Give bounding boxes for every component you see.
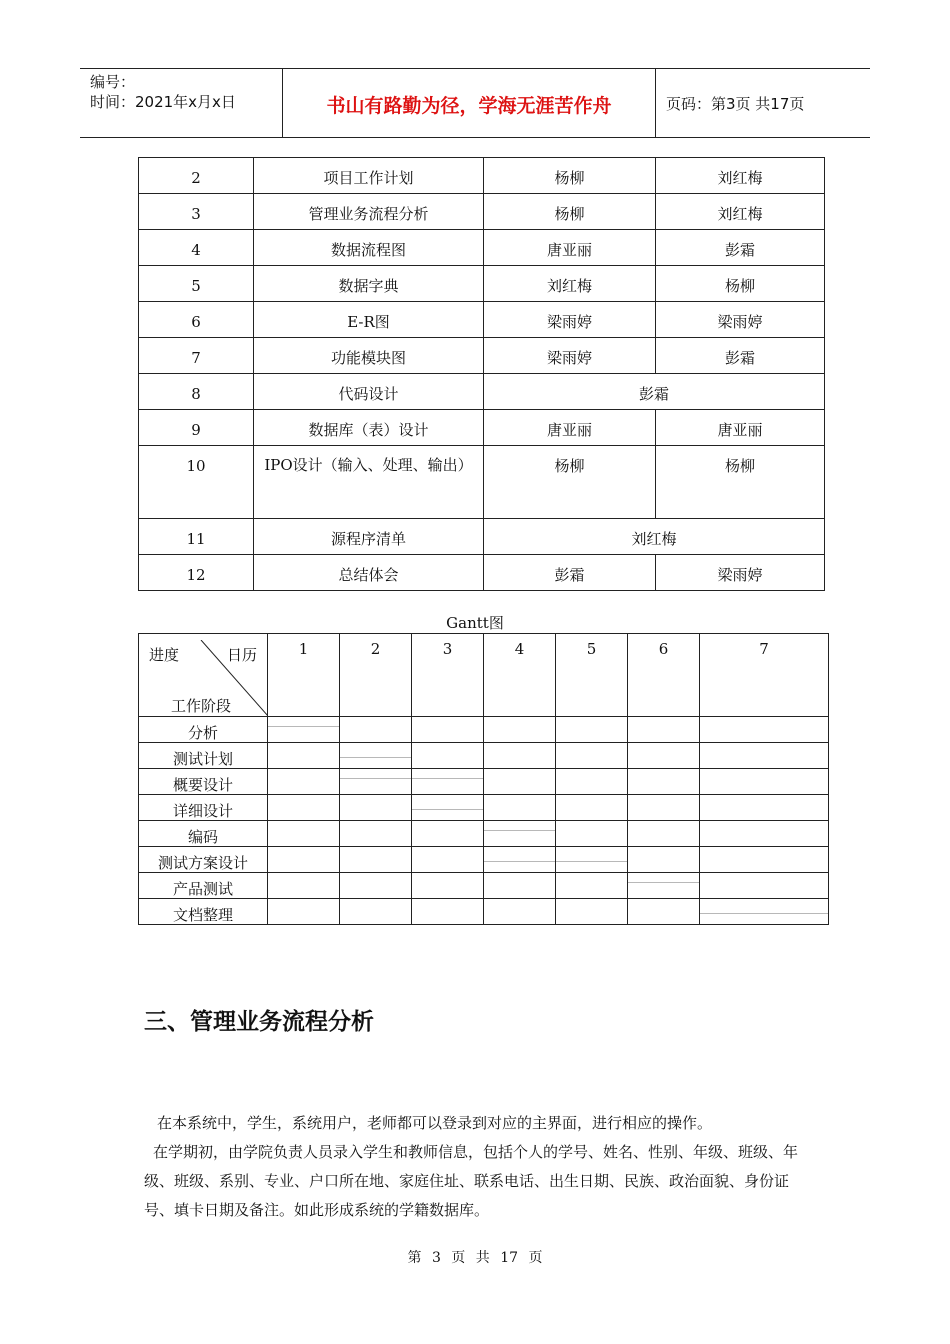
gantt-cell [628,769,700,795]
task-assignment-table [138,157,825,591]
gantt-cell [484,795,556,821]
task-reviewer-cell: 梁雨婷 [656,555,825,591]
task-owner-cell: 梁雨婷 [484,302,656,338]
gantt-cell [340,899,412,925]
gantt-corner-cell [139,634,268,717]
header-page-cell [656,69,870,137]
gantt-cell [340,873,412,899]
task-row [139,194,825,230]
task-name-cell: E-R图 [254,302,484,338]
task-reviewer-cell: 彭霜 [656,338,825,374]
gantt-cell [628,847,700,873]
gantt-bar [556,861,627,862]
gantt-cell [700,769,829,795]
gantt-bar [268,726,339,727]
gantt-cell [412,899,484,925]
corner-progress-label: 进度 [149,646,180,664]
gantt-cell [556,795,628,821]
gantt-cell [412,847,484,873]
document-time-label: 时间：2021年x月x日 [90,93,236,111]
gantt-stage-row [139,769,829,795]
gantt-stage-label: 产品测试 [139,873,268,899]
task-owner-cell: 唐亚丽 [484,230,656,266]
gantt-cell [268,847,340,873]
task-owner-cell: 杨柳 [484,194,656,230]
task-owner-cell: 彭霜 [484,374,825,410]
gantt-cell [412,717,484,743]
task-row [139,519,825,555]
gantt-bar [628,882,699,883]
gantt-day-header: 2 [340,634,412,717]
task-row [139,266,825,302]
task-name-cell: 管理业务流程分析 [254,194,484,230]
task-reviewer-cell: 彭霜 [656,230,825,266]
gantt-cell [268,821,340,847]
gantt-cell [268,769,340,795]
gantt-cell [700,873,829,899]
gantt-cell [556,899,628,925]
gantt-stage-row [139,743,829,769]
task-number-cell: 4 [139,230,254,266]
task-row [139,374,825,410]
task-name-cell: 项目工作计划 [254,158,484,194]
gantt-cell [340,847,412,873]
task-name-cell: IPO设计（输入、处理、输出） [254,446,484,519]
gantt-bar [412,778,483,779]
task-reviewer-cell: 梁雨婷 [656,302,825,338]
gantt-bar [340,757,411,758]
gantt-bar [484,830,555,831]
corner-stage-label: 工作阶段 [171,697,232,715]
gantt-cell [268,717,340,743]
gantt-cell [340,821,412,847]
gantt-cell [628,873,700,899]
paragraph: 在学期初，由学院负责人员录入学生和教师信息，包括个人的学号、姓名、性别、年级、班级、年级、班级、系别、专业、户口所在地、家庭住址、联系电话、出生日期、民族、政治面貌、身份证号、填卡日期及备注。如此形成系统的学籍数据库。 [144,1143,799,1219]
task-row [139,446,825,519]
gantt-cell [412,795,484,821]
gantt-cell [556,717,628,743]
gantt-stage-label: 文档整理 [139,899,268,925]
header-page-number: 页码：第3页 共17页 [666,95,805,113]
task-row [139,302,825,338]
task-owner-cell: 杨柳 [484,446,656,519]
gantt-stage-label: 测试计划 [139,743,268,769]
task-number-cell: 11 [139,519,254,555]
gantt-bar [412,809,483,810]
gantt-chart-table [138,633,829,925]
task-number-cell: 3 [139,194,254,230]
task-owner-cell: 杨柳 [484,158,656,194]
gantt-cell [412,769,484,795]
gantt-cell [700,821,829,847]
task-name-cell: 功能模块图 [254,338,484,374]
gantt-cell [700,743,829,769]
gantt-cell [412,743,484,769]
task-row [139,555,825,591]
gantt-cell [700,899,829,925]
gantt-bar [484,861,555,862]
gantt-cell [340,717,412,743]
page-header [80,68,870,138]
gantt-cell [268,795,340,821]
gantt-cell [628,795,700,821]
task-row [139,338,825,374]
gantt-header-row [139,634,829,717]
gantt-cell [556,743,628,769]
gantt-bar [340,778,411,779]
task-name-cell: 总结体会 [254,555,484,591]
gantt-cell [628,821,700,847]
document-number-label: 编号： [90,73,136,91]
gantt-cell [484,821,556,847]
gantt-stage-row [139,717,829,743]
task-number-cell: 8 [139,374,254,410]
gantt-stage-label: 概要设计 [139,769,268,795]
gantt-stage-label: 详细设计 [139,795,268,821]
task-name-cell: 数据字典 [254,266,484,302]
task-owner-cell: 刘红梅 [484,266,656,302]
gantt-cell [556,847,628,873]
gantt-cell [340,769,412,795]
gantt-stage-row [139,847,829,873]
gantt-title: Gantt图 [446,614,504,632]
gantt-cell [700,795,829,821]
gantt-cell [556,873,628,899]
gantt-stage-label: 测试方案设计 [139,847,268,873]
gantt-cell [412,821,484,847]
task-number-cell: 5 [139,266,254,302]
task-owner-cell: 刘红梅 [484,519,825,555]
gantt-cell [484,899,556,925]
gantt-cell [628,743,700,769]
gantt-cell [484,743,556,769]
gantt-stage-label: 编码 [139,821,268,847]
task-reviewer-cell: 杨柳 [656,266,825,302]
paragraph: 在本系统中，学生，系统用户，老师都可以登录到对应的主界面，进行相应的操作。 [157,1114,713,1132]
task-number-cell: 6 [139,302,254,338]
task-reviewer-cell: 刘红梅 [656,158,825,194]
task-owner-cell: 梁雨婷 [484,338,656,374]
gantt-cell [484,769,556,795]
task-owner-cell: 彭霜 [484,555,656,591]
task-number-cell: 9 [139,410,254,446]
task-row [139,230,825,266]
task-reviewer-cell: 杨柳 [656,446,825,519]
gantt-cell [268,743,340,769]
gantt-cell [484,717,556,743]
task-number-cell: 2 [139,158,254,194]
gantt-day-header: 7 [700,634,829,717]
task-name-cell: 源程序清单 [254,519,484,555]
gantt-cell [628,899,700,925]
task-row [139,410,825,446]
gantt-stage-row [139,821,829,847]
task-owner-cell: 唐亚丽 [484,410,656,446]
task-row [139,158,825,194]
header-motto: 书山有路勤为径，学海无涯苦作舟 [326,95,612,117]
header-motto-cell [282,69,656,137]
gantt-cell [556,821,628,847]
body-text [144,1109,814,1225]
page-footer: 第 3 页 共 17 页 [407,1250,543,1266]
task-name-cell: 代码设计 [254,374,484,410]
gantt-cell [340,743,412,769]
task-reviewer-cell: 唐亚丽 [656,410,825,446]
gantt-day-header: 1 [268,634,340,717]
gantt-cell [268,873,340,899]
task-number-cell: 12 [139,555,254,591]
task-reviewer-cell: 刘红梅 [656,194,825,230]
gantt-day-header: 5 [556,634,628,717]
gantt-cell [484,873,556,899]
gantt-stage-row [139,795,829,821]
gantt-cell [484,847,556,873]
gantt-cell [700,717,829,743]
gantt-stage-row [139,873,829,899]
gantt-day-header: 3 [412,634,484,717]
task-number-cell: 7 [139,338,254,374]
corner-calendar-label: 日历 [227,646,258,664]
header-meta-cell [80,69,282,137]
gantt-cell [556,769,628,795]
gantt-cell [412,873,484,899]
gantt-cell [268,899,340,925]
gantt-stage-row [139,899,829,925]
gantt-day-header: 4 [484,634,556,717]
task-name-cell: 数据流程图 [254,230,484,266]
task-number-cell: 10 [139,446,254,519]
gantt-bar [700,913,828,914]
task-name-cell: 数据库（表）设计 [254,410,484,446]
gantt-cell [700,847,829,873]
gantt-cell [340,795,412,821]
gantt-cell [628,717,700,743]
section-title: 三、管理业务流程分析 [144,1009,374,1035]
gantt-stage-label: 分析 [139,717,268,743]
gantt-day-header: 6 [628,634,700,717]
